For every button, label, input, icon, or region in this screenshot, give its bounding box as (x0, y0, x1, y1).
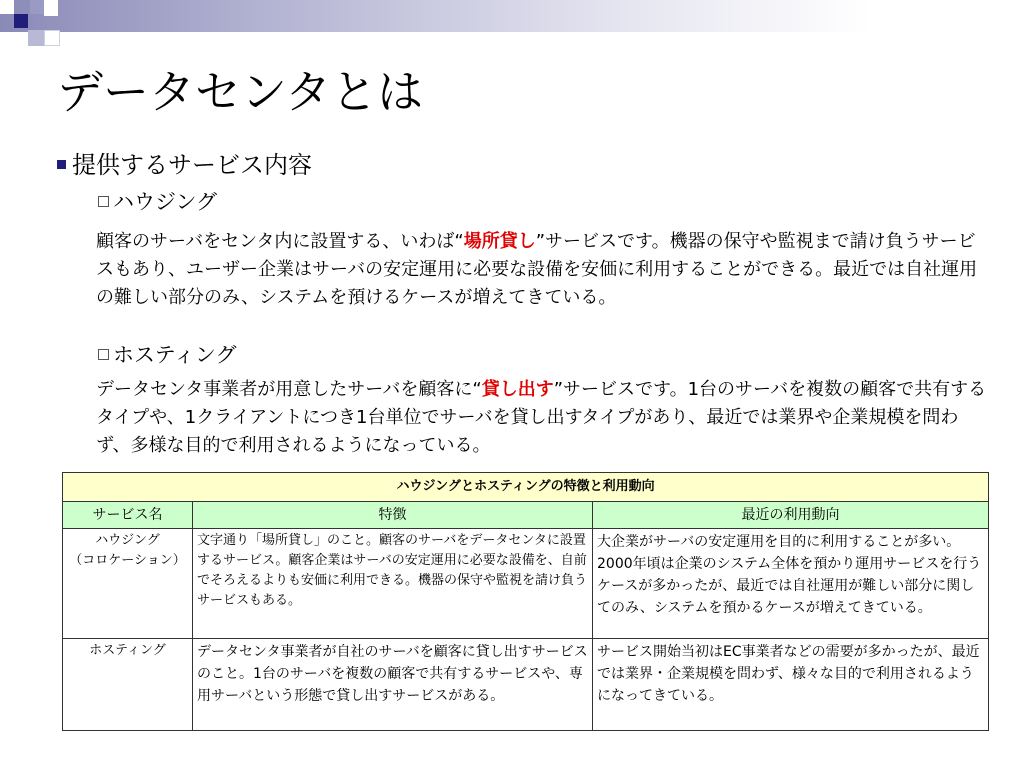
highlight-text: 貸し出す (481, 379, 554, 400)
subheading-text: ホスティング (113, 343, 237, 367)
trend-cell: 大企業がサーバの安定運用を目的に利用することが多い。2000年頃は企業のシステム全体を預かり運用サービスを行うケースが多かったが、最近では自社運用が難しい部分に関してのみ、システムを預かるケースが増えてきている。 (593, 529, 989, 639)
text-segment: ”サービスです。1台のサーバを複数の顧客で共有するタイプや、1クライアントにつき1台単位でサーバを貸し出すタイプがあり、最近では業界や企業規模を問わず、多様な目的で利用されるようになっている。 (96, 379, 987, 456)
table-row (63, 529, 989, 639)
comparison-table (62, 472, 989, 731)
table-row (63, 639, 989, 731)
decor-square (44, 0, 58, 16)
text-segment: データセンタ事業者が用意したサーバを顧客に“ (96, 379, 482, 400)
service-alias: （コロケーション） (69, 553, 186, 568)
decor-square (14, 14, 28, 28)
text-segment: 顧客のサーバをセンタ内に設置する、いわば“ (96, 231, 464, 252)
square-bullet-icon (57, 160, 66, 169)
bullet-text: 提供するサービス内容 (72, 151, 312, 179)
gradient-band (0, 0, 1024, 32)
table-header-row (63, 502, 989, 529)
service-name: ホスティング (89, 643, 166, 658)
feature-cell: データセンタ事業者が自社のサーバを顧客に貸し出すサービスのこと。1台のサーバを複数の顧客で共有するサービスや、専用サーバという形態で貸し出すサービスがある。 (193, 639, 593, 731)
trend-cell: サービス開始当初はEC事業者などの需要が多かったが、最近では業界・企業規模を問わず、様々な目的で利用されるようになってきている。 (593, 639, 989, 731)
service-name: ハウジング (95, 533, 160, 548)
table-caption-row (63, 473, 989, 502)
column-header: 最近の利用動向 (593, 502, 989, 529)
subheading-text: ハウジング (113, 190, 218, 214)
service-name-cell (63, 529, 193, 639)
housing-description (96, 228, 990, 312)
hosting-description (96, 376, 990, 460)
subheading-hosting (98, 341, 236, 369)
text-segment: ”サービスです。機器の保守や監視まで請け負うサービスもあり、ユーザー企業はサーバの安定運用に必要な設備を安価に利用することができる。最近では自社運用の難しい部分のみ、システムを預けるケースが増えてきている。 (96, 231, 978, 308)
highlight-text: 場所貸し (463, 231, 536, 252)
decor-square (28, 30, 44, 46)
column-header: 特徴 (193, 502, 593, 529)
decor-square (30, 0, 44, 14)
hollow-square-bullet-icon (98, 196, 109, 207)
bullet-services (57, 150, 312, 180)
decor-square (0, 0, 14, 14)
title-bar-decoration (0, 0, 1024, 48)
decor-square (44, 30, 60, 46)
column-header: サービス名 (63, 502, 193, 529)
feature-cell: 文字通り「場所貸し」のこと。顧客のサーバをデータセンタに設置するサービス。顧客企業はサーバの安定運用に必要な設備を、自前でそろえるよりも安価に利用できる。機器の保守や監視を請け負うサービスもある。 (193, 529, 593, 639)
service-name-cell (63, 639, 193, 731)
subheading-housing (98, 188, 217, 216)
table-caption: ハウジングとホスティングの特徴と利用動向 (63, 473, 989, 502)
hollow-square-bullet-icon (98, 349, 109, 360)
slide-title: データセンタとは (57, 65, 424, 119)
